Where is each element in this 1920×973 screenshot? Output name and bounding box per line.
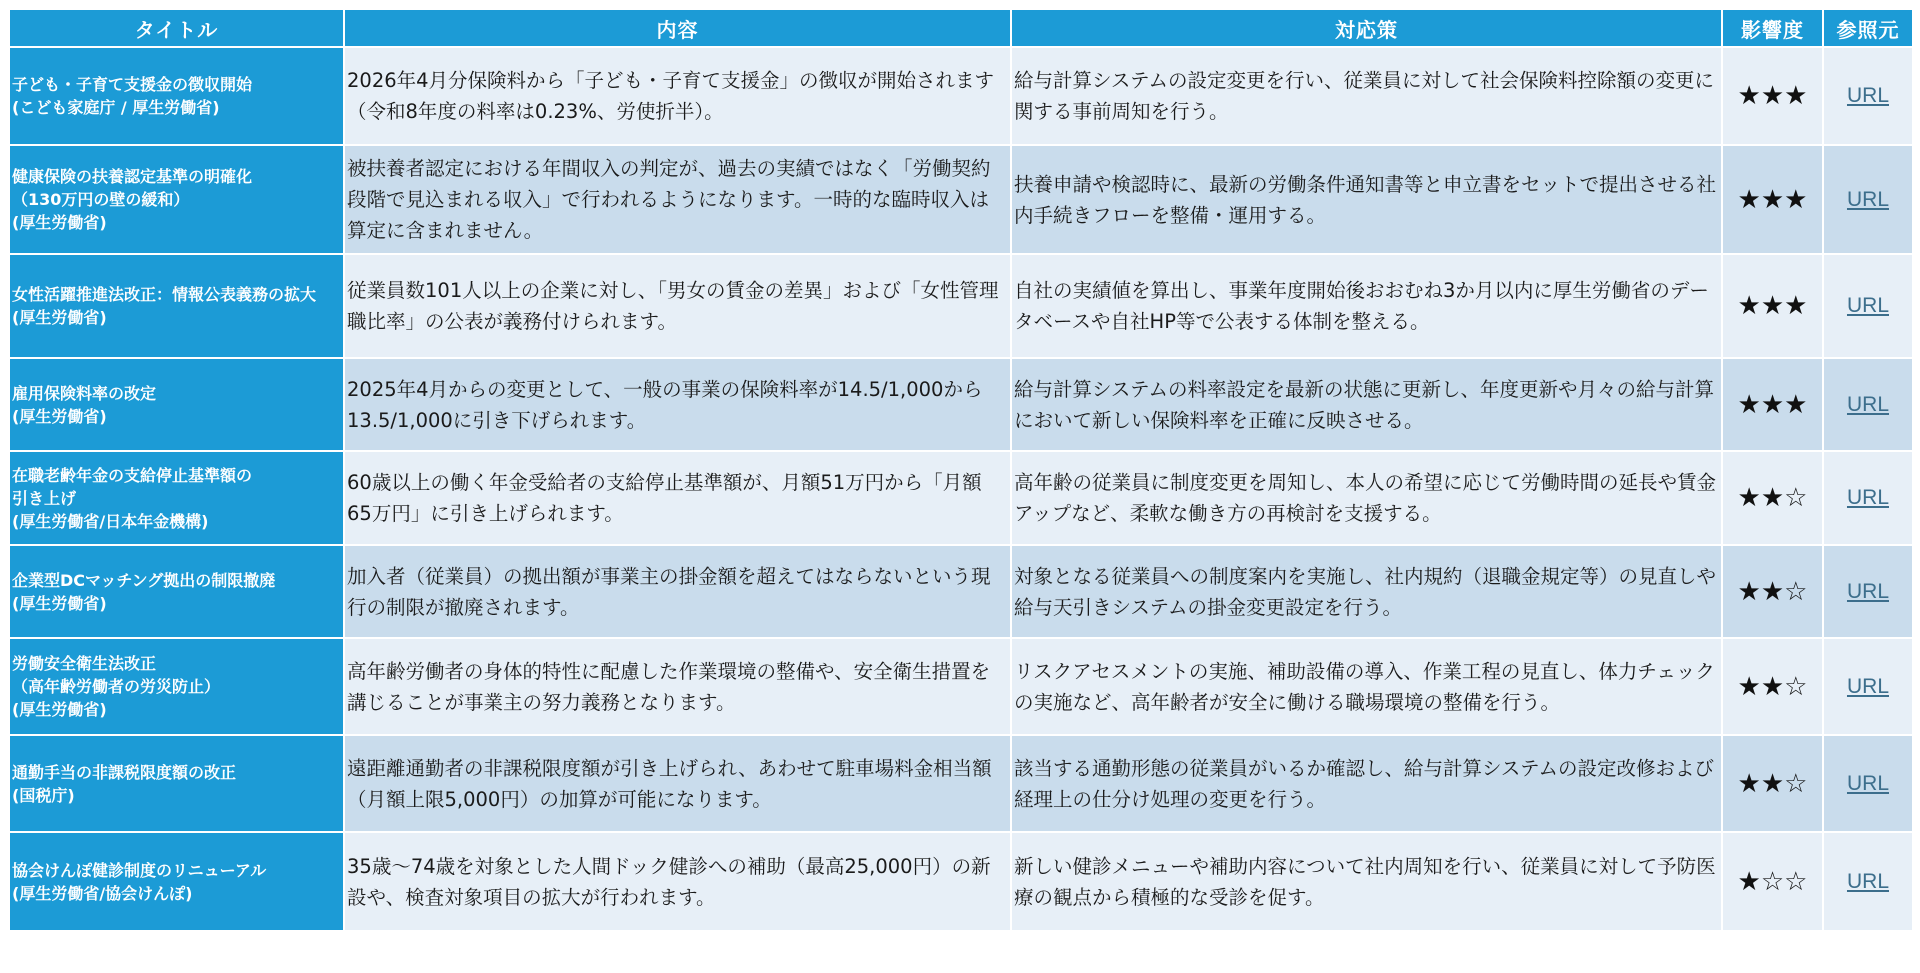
row-title-line: 在職老齢年金の支給停止基準額の (12, 465, 253, 485)
row-title-line: (こども家庭庁 / 厚生労働省) (12, 98, 220, 117)
row-content: 高年齢労働者の身体的特性に配慮した作業環境の整備や、安全衛生措置を講じることが事業主の努力義務となります。 (345, 639, 1010, 734)
table-row (10, 736, 1912, 831)
impact-rating: ★★★ (1723, 359, 1822, 450)
impact-rating: ★☆☆ (1723, 833, 1822, 930)
reference-cell (1824, 452, 1912, 544)
row-title-line: 雇用保険料率の改定 (12, 383, 157, 403)
reference-cell (1824, 833, 1912, 930)
impact-rating: ★★☆ (1723, 736, 1822, 831)
row-title-line: 企業型DCマッチング拠出の制限撤廃 (12, 570, 276, 590)
table-row (10, 48, 1912, 144)
header-reference: 参照元 (1824, 10, 1912, 46)
header-title: タイトル (10, 10, 343, 46)
row-measure: 該当する通勤形態の従業員がいるか確認し、給与計算システムの設定改修および経理上の仕分け処理の変更を行う。 (1012, 736, 1721, 831)
reference-cell (1824, 146, 1912, 253)
reference-link[interactable]: URL (1846, 294, 1889, 317)
reference-link[interactable]: URL (1846, 869, 1889, 893)
reference-link[interactable]: URL (1846, 674, 1889, 698)
row-title (10, 146, 343, 253)
row-title (10, 546, 343, 637)
row-title (10, 639, 343, 734)
table-row (10, 146, 1912, 253)
table-container (8, 8, 1912, 932)
row-title (10, 359, 343, 450)
header-content: 内容 (345, 10, 1010, 46)
row-title-line: 女性活躍推進法改正：情報公表義務の拡大 (12, 285, 317, 304)
header-measure: 対応策 (1012, 10, 1721, 46)
reference-cell (1824, 48, 1912, 144)
row-measure: 新しい健診メニューや補助内容について社内周知を行い、従業員に対して予防医療の観点から積極的な受診を促す。 (1012, 833, 1721, 930)
row-content: 従業員数101人以上の企業に対し、「男女の賃金の差異」および「女性管理職比率」の公表が義務付けられます。 (345, 255, 1010, 357)
reference-cell (1824, 255, 1912, 357)
row-title-line: 協会けんぽ健診制度のリニューアル (12, 860, 267, 880)
row-title-line: (厚生労働省/協会けんぽ) (12, 883, 193, 903)
row-measure: 扶養申請や検認時に、最新の労働条件通知書等と申立書をセットで提出させる社内手続きフローを整備・運用する。 (1012, 146, 1721, 253)
reference-link[interactable]: URL (1846, 486, 1889, 509)
table-row (10, 639, 1912, 734)
row-title-line: 子ども・子育て支援金の徴収開始 (12, 75, 253, 94)
row-measure: リスクアセスメントの実施、補助設備の導入、作業工程の見直し、体力チェックの実施など、高年齢者が安全に働ける職場環境の整備を行う。 (1012, 639, 1721, 734)
row-measure: 給与計算システムの設定変更を行い、従業員に対して社会保険料控除額の変更に関する事前周知を行う。 (1012, 48, 1721, 144)
row-title-line: (厚生労働省) (12, 700, 107, 719)
row-content: 被扶養者認定における年間収入の判定が、過去の実績ではなく「労働契約段階で見込まれる収入」で行われるようになります。一時的な臨時収入は算定に含まれません。 (345, 146, 1010, 253)
row-content: 遠距離通勤者の非課税限度額が引き上げられ、あわせて駐車場料金相当額（月額上限5,000円）の加算が可能になります。 (345, 736, 1010, 831)
reference-link[interactable]: URL (1846, 84, 1889, 107)
impact-rating: ★★★ (1723, 48, 1822, 144)
impact-rating: ★★★ (1723, 146, 1822, 253)
row-title-line: 引き上げ (12, 488, 77, 508)
table-row (10, 833, 1912, 930)
table-row (10, 452, 1912, 544)
row-title-line: 通勤手当の非課税限度額の改正 (12, 762, 237, 782)
row-content: 2025年4月からの変更として、一般の事業の保険料率が14.5/1,000から13.5/1,000に引き下げられます。 (345, 359, 1010, 450)
row-title-line: （130万円の壁の緩和） (12, 190, 190, 209)
impact-rating: ★★☆ (1723, 639, 1822, 734)
impact-rating: ★★☆ (1723, 546, 1822, 637)
reference-link[interactable]: URL (1846, 771, 1889, 795)
row-title-line: 健康保険の扶養認定基準の明確化 (12, 167, 253, 186)
row-title-line: （高年齢労働者の労災防止） (12, 677, 221, 696)
regulation-changes-table (8, 8, 1914, 932)
row-content: 2026年4月分保険料から「子ども・子育て支援金」の徴収が開始されます（令和8年度の料率は0.23%、労使折半）。 (345, 48, 1010, 144)
row-measure: 自社の実績値を算出し、事業年度開始後おおむね3か月以内に厚生労働省のデータベースや自社HP等で公表する体制を整える。 (1012, 255, 1721, 357)
header-row (10, 10, 1912, 46)
table-row (10, 359, 1912, 450)
row-title-line: (国税庁) (12, 785, 75, 805)
reference-cell (1824, 639, 1912, 734)
row-measure: 給与計算システムの料率設定を最新の状態に更新し、年度更新や月々の給与計算において新しい保険料率を正確に反映させる。 (1012, 359, 1721, 450)
reference-link[interactable]: URL (1846, 392, 1889, 416)
reference-cell (1824, 546, 1912, 637)
row-title (10, 736, 343, 831)
row-measure: 対象となる従業員への制度案内を実施し、社内規約（退職金規定等）の見直しや給与天引きシステムの掛金変更設定を行う。 (1012, 546, 1721, 637)
row-title-line: (厚生労働省) (12, 593, 107, 613)
table-body (10, 48, 1912, 930)
row-title-line: 労働安全衛生法改正 (12, 654, 157, 673)
row-title-line: (厚生労働省) (12, 406, 107, 426)
table-row (10, 255, 1912, 357)
header-impact: 影響度 (1723, 10, 1822, 46)
row-title-line: (厚生労働省) (12, 213, 107, 232)
reference-link[interactable]: URL (1846, 187, 1889, 211)
reference-cell (1824, 736, 1912, 831)
row-title (10, 48, 343, 144)
row-content: 60歳以上の働く年金受給者の支給停止基準額が、月額51万円から「月額65万円」に引き上げられます。 (345, 452, 1010, 544)
row-title-line: (厚生労働省/日本年金機構) (12, 511, 209, 531)
impact-rating: ★★★ (1723, 255, 1822, 357)
row-title (10, 452, 343, 544)
impact-rating: ★★☆ (1723, 452, 1822, 544)
reference-cell (1824, 359, 1912, 450)
row-title (10, 255, 343, 357)
reference-link[interactable]: URL (1846, 579, 1889, 603)
table-row (10, 546, 1912, 637)
row-title-line: (厚生労働省) (12, 308, 107, 327)
row-title (10, 833, 343, 930)
row-content: 35歳〜74歳を対象とした人間ドック健診への補助（最高25,000円）の新設や、検査対象項目の拡大が行われます。 (345, 833, 1010, 930)
row-content: 加入者（従業員）の拠出額が事業主の掛金額を超えてはならないという現行の制限が撤廃されます。 (345, 546, 1010, 637)
row-measure: 高年齢の従業員に制度変更を周知し、本人の希望に応じて労働時間の延長や賃金アップなど、柔軟な働き方の再検討を支援する。 (1012, 452, 1721, 544)
